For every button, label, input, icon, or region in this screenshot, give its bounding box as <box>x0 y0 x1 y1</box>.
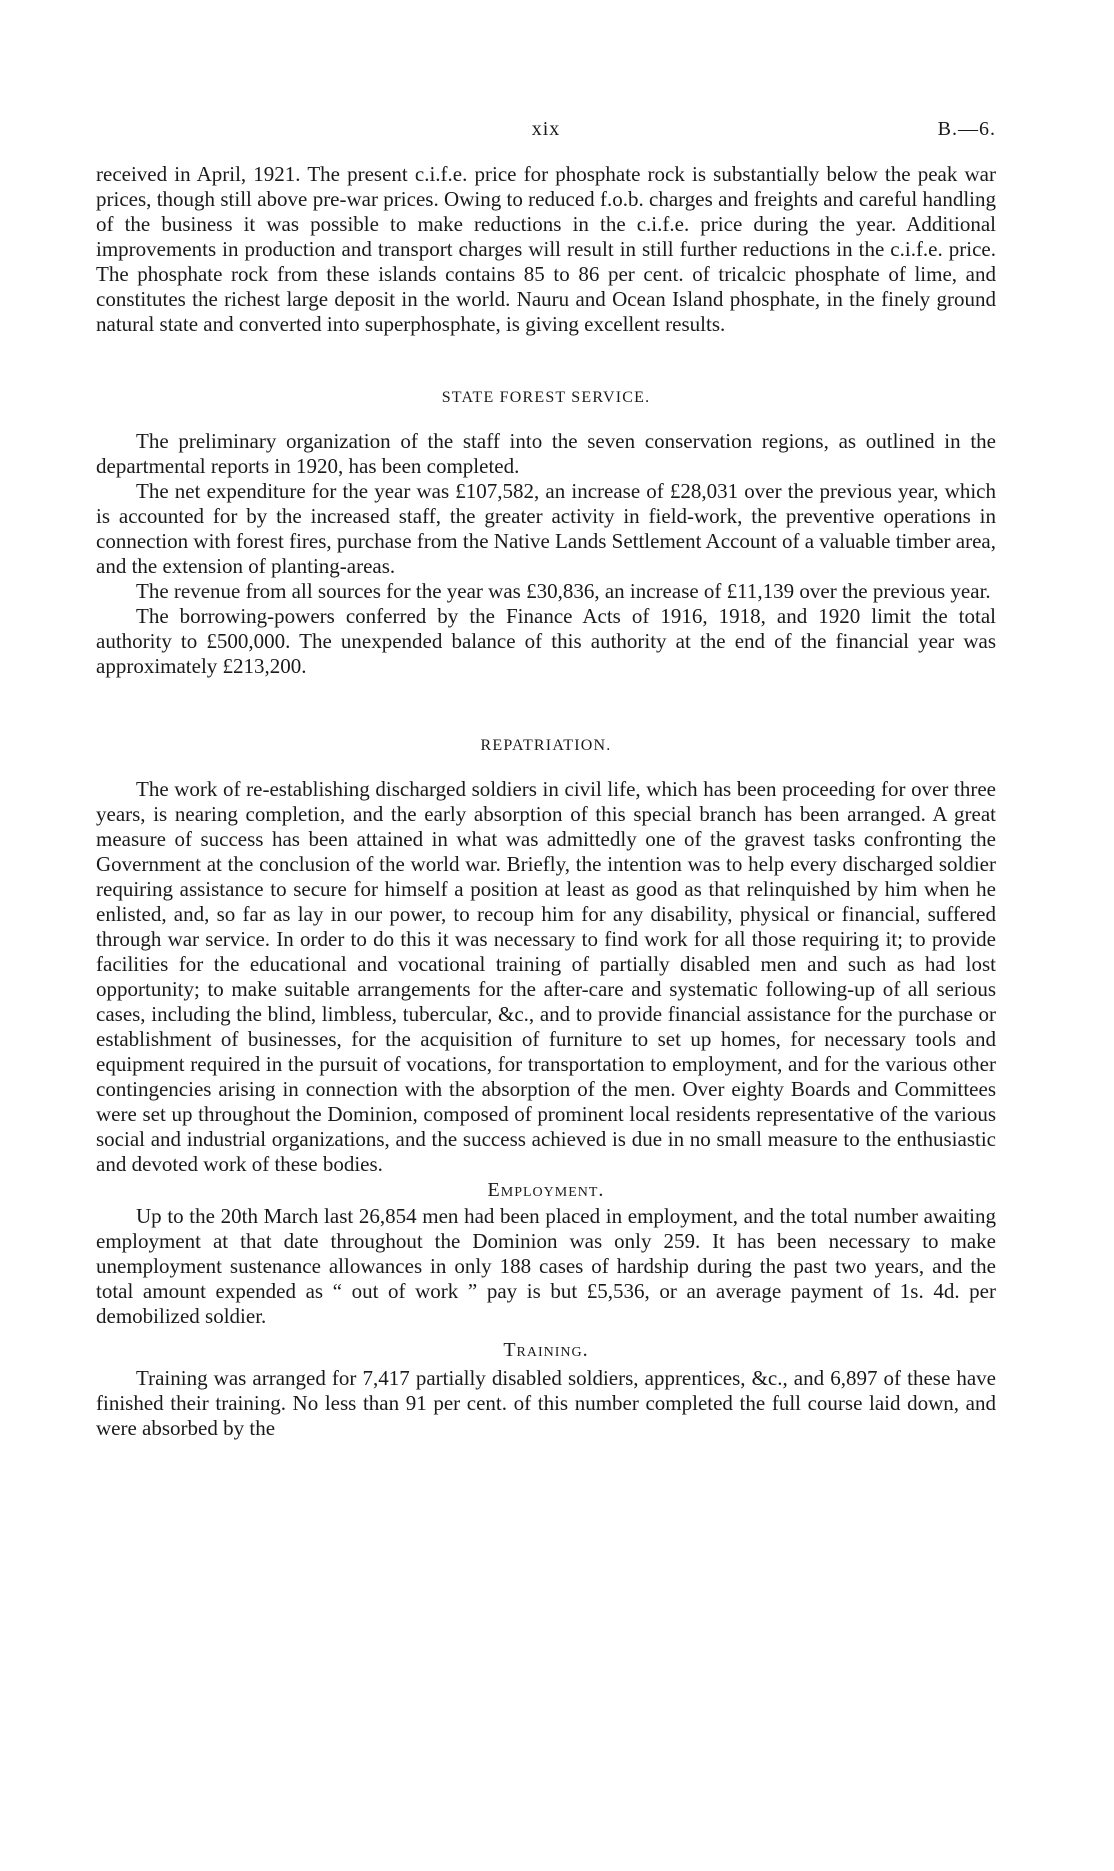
page-number: xix <box>531 118 561 140</box>
document-reference: B.—6. <box>937 118 996 140</box>
repatriation-heading: REPATRIATION. <box>480 737 612 754</box>
training-heading: Training. <box>503 1339 589 1361</box>
state-forest-paragraph-3: The revenue from all sources for the year was £30,836, an increase of £11,139 over the previous year. <box>136 579 991 603</box>
page-header <box>96 118 996 148</box>
employment-paragraph: Up to the 20th March last 26,854 men had been placed in employment, and the total number awaiting employment at that date throughout the Dominion was only 259. It has been necessary to make unemployment sustenance allowances in only 188 cases of hardship during the past two years, and the total amount expended as “ out of work ” pay is but £5,536, or an average payment of 1s. 4d. per demobilized soldier. <box>96 1204 996 1328</box>
employment-heading: Employment. <box>487 1179 605 1201</box>
state-forest-paragraph-2: The net expenditure for the year was £107,582, an increase of £28,031 over the previous year, which is accounted for by the increased staff, the greater activity in field-work, the preventive operations in connection with forest fires, purchase from the Native Lands Settlement Account of a valuable timber area, and the extension of planting-areas. <box>96 479 996 578</box>
state-forest-paragraph-4: The borrowing-powers conferred by the Finance Acts of 1916, 1918, and 1920 limit the total authority to £500,000. The unexpended balance of this authority at the end of the financial year was approximately £213,200. <box>96 604 996 678</box>
intro-paragraph: received in April, 1921. The present c.i.f.e. price for phosphate rock is substantially below the peak war prices, though still above pre-war prices. Owing to reduced f.o.b. charges and freights and careful handling of the business it was possible to make reductions in the c.i.f.e. price during the year. Additional improvements in production and transport charges will result in still further reductions in the c.i.f.e. price. The phosphate rock from these islands contains 85 to 86 per cent. of tricalcic phosphate of lime, and constitutes the richest large deposit in the world. Nauru and Ocean Island phosphate, in the finely ground natural state and converted into superphosphate, is giving excellent results. <box>96 162 996 336</box>
training-paragraph: Training was arranged for 7,417 partially disabled soldiers, apprentices, &c., and 6,897 of these have finished their training. No less than 91 per cent. of this number completed the full course laid down, and were absorbed by the <box>96 1366 996 1440</box>
document-page <box>96 118 996 1441</box>
state-forest-paragraph-1: The preliminary organization of the staff into the seven conservation regions, as outlined in the departmental reports in 1920, has been completed. <box>96 429 996 478</box>
repatriation-paragraph: The work of re-establishing discharged soldiers in civil life, which has been proceeding for over three years, is nearing completion, and the early absorption of this special branch has been arranged. A great measure of success has been attained in what was admittedly one of the gravest tasks confronting the Government at the conclusion of the world war. Briefly, the intention was to help every discharged soldier requiring assistance to secure for himself a position at least as good as that relinquished by him when he enlisted, and, so far as lay in our power, to recoup him for any disability, physical or financial, suffered through war service. In order to do this it was necessary to find work for all those requiring it; to provide facilities for the educational and vocational training of partially disabled men and such as had lost opportunity; to make suitable arrangements for the after-care and systematic following-up of all serious cases, including the blind, limbless, tubercular, &c., and to provide financial assistance for the purchase or establishment of businesses, for the acquisition of furniture to set up homes, for necessary tools and equipment required in the pursuit of vocations, for transportation to employment, and for the various other contingencies arising in connection with the absorption of the men. Over eighty Boards and Committees were set up throughout the Dominion, composed of prominent local residents representative of the various social and industrial organizations, and the success achieved is due in no small measure to the enthusiastic and devoted work of these bodies. <box>96 777 996 1176</box>
state-forest-heading: STATE FOREST SERVICE. <box>441 389 651 406</box>
